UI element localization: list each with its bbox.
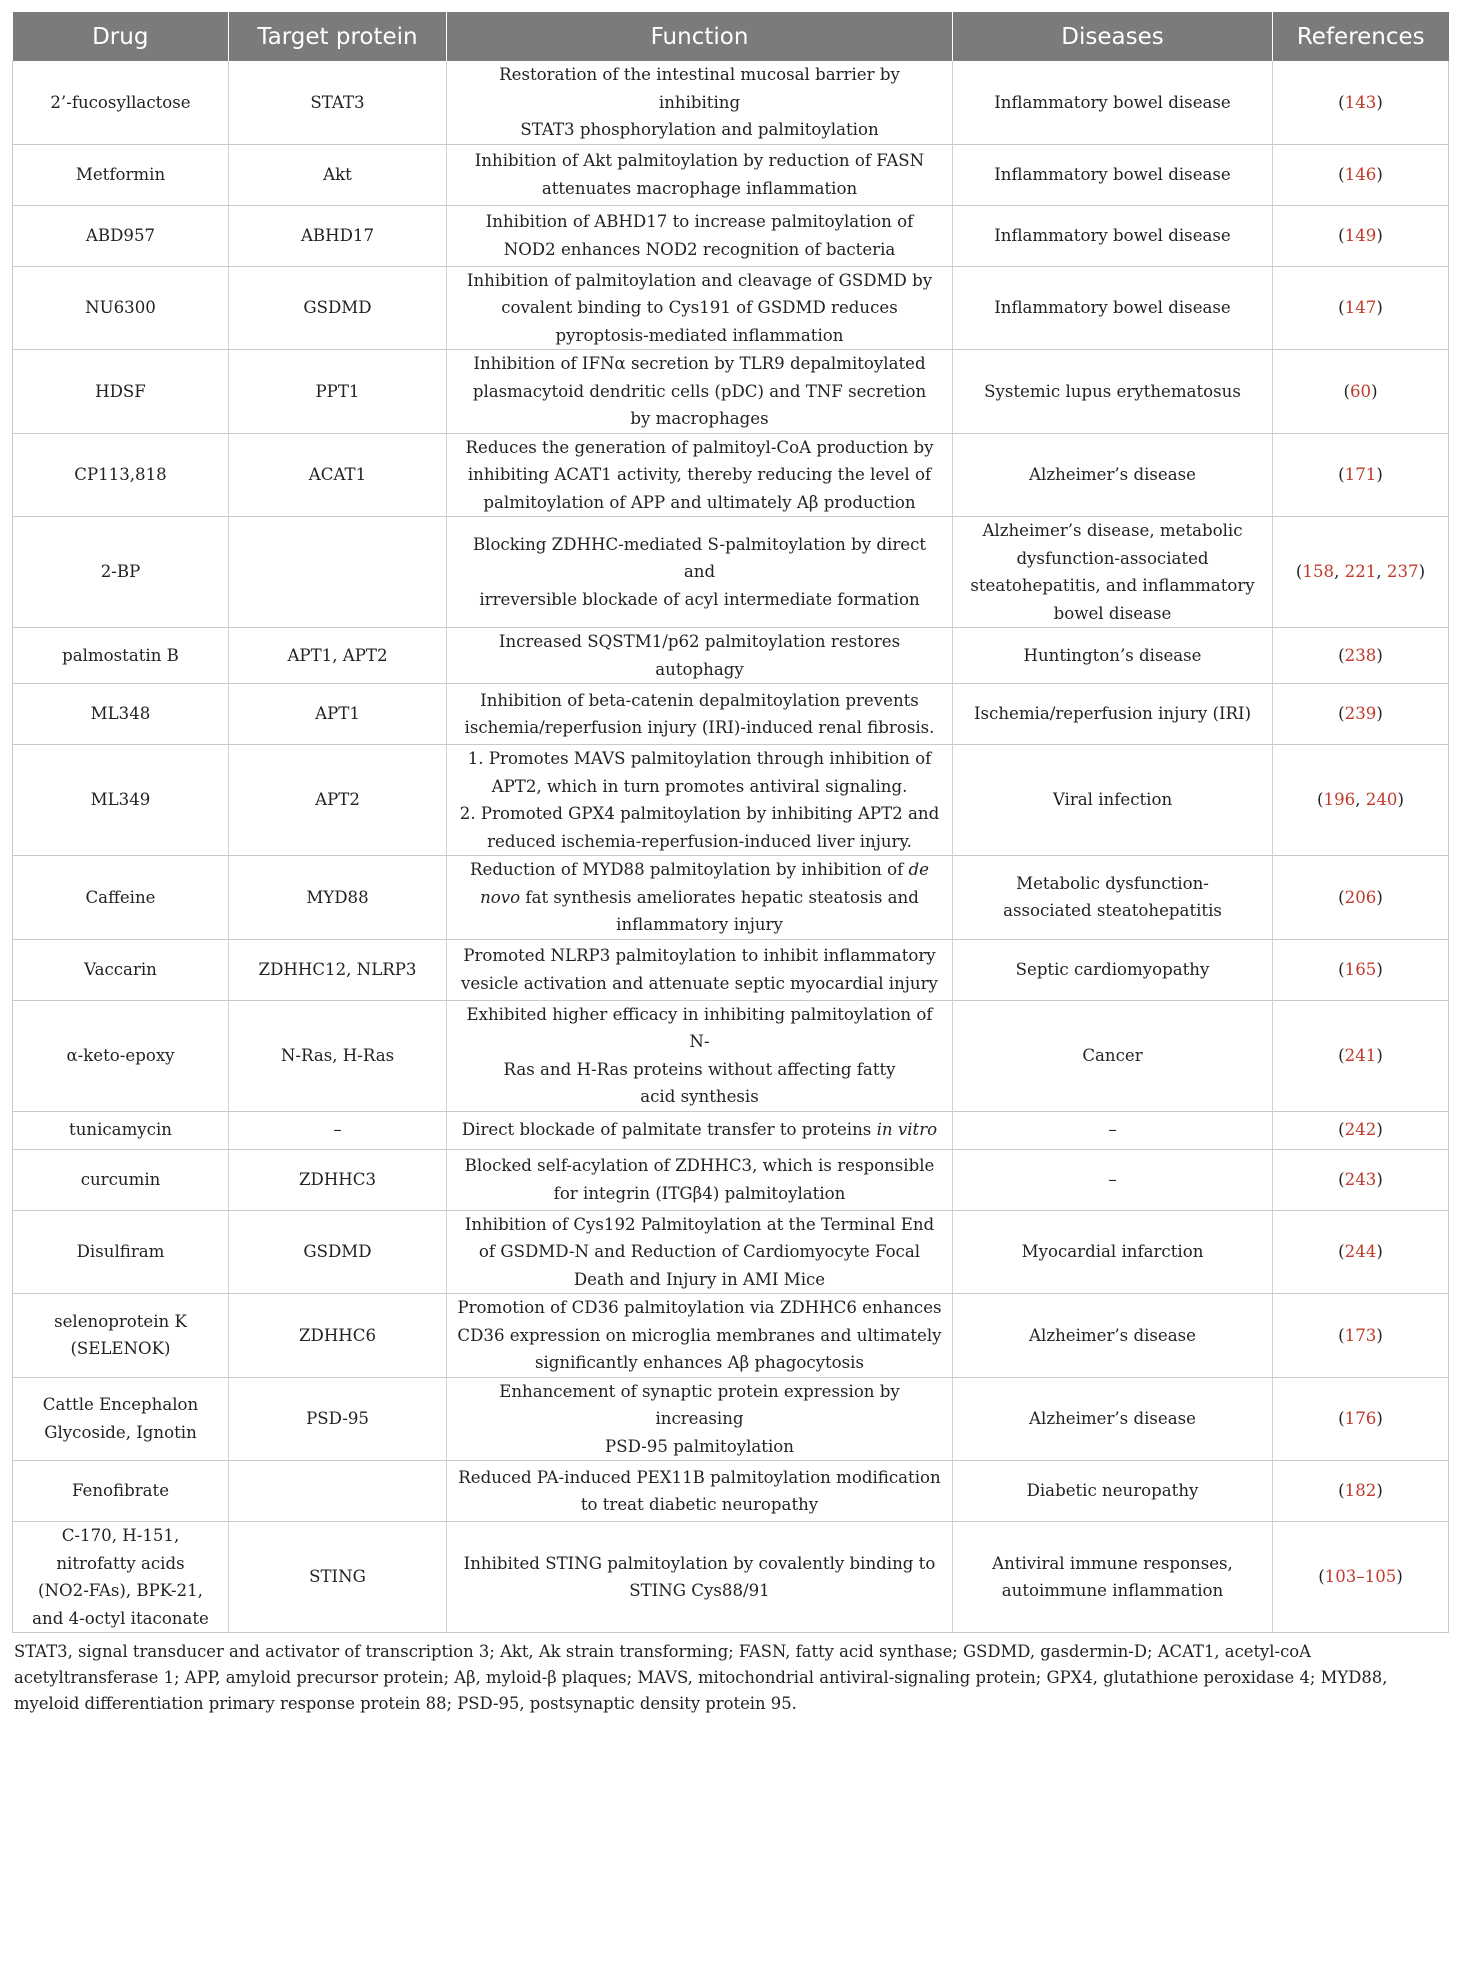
cell-line: Fenofibrate <box>71 1481 170 1501</box>
cell-drug <box>13 433 229 517</box>
cell-line: PPT1 <box>315 381 360 401</box>
reference-link[interactable]: 244 <box>1344 1242 1377 1261</box>
cell-line: Inflammatory bowel disease <box>994 298 1231 317</box>
header-diseases: Diseases <box>953 12 1273 61</box>
cell-line: STING Cys88/91 <box>629 1581 770 1600</box>
cell-line: – <box>1108 1120 1117 1140</box>
cell-line: Vaccarin <box>84 959 157 979</box>
cell-diseases <box>953 1461 1273 1522</box>
cell-references: (165) <box>1273 939 1449 1000</box>
cell-diseases <box>953 1377 1273 1461</box>
header-function: Function <box>447 12 953 61</box>
cell-line: Death and Injury in AMI Mice <box>573 1269 826 1289</box>
cell-references: (206) <box>1273 856 1449 940</box>
cell-line: significantly enhances Aβ phagocytosis <box>534 1353 864 1372</box>
cell-references: (242) <box>1273 1111 1449 1149</box>
cell-line: by macrophages <box>630 409 769 428</box>
cell-function <box>447 517 953 628</box>
cell-line: APT1, APT2 <box>287 645 388 665</box>
cell-line: Ischemia/reperfusion injury (IRI) <box>973 704 1252 724</box>
cell-references: (238) <box>1273 628 1449 684</box>
cell-target-protein <box>229 205 447 266</box>
cell-line: Inflammatory bowel disease <box>994 225 1231 245</box>
cell-target-protein <box>229 61 447 144</box>
cell-function <box>447 1294 953 1378</box>
header-target-protein: Target protein <box>229 12 447 61</box>
cell-line: NU6300 <box>85 298 156 317</box>
cell-references: (60) <box>1273 350 1449 434</box>
cell-function <box>447 684 953 745</box>
table-row <box>13 1000 1449 1111</box>
table-row <box>13 939 1449 1000</box>
cell-line: ACAT1 <box>308 465 367 484</box>
cell-line: HDSF <box>95 381 146 401</box>
cell-function <box>447 1461 953 1522</box>
cell-line: Inhibition of ABHD17 to increase palmitoylation of <box>485 212 914 231</box>
cell-target-protein <box>229 1522 447 1633</box>
cell-line: tunicamycin <box>69 1120 172 1140</box>
reference-link[interactable]: 241 <box>1344 1045 1377 1065</box>
table-row <box>13 61 1449 144</box>
cell-line: PSD-95 palmitoylation <box>605 1436 794 1456</box>
cell-line: ZDHHC6 <box>298 1325 377 1345</box>
cell-line: (NO2-FAs), BPK-21, <box>38 1581 203 1600</box>
cell-line: Inflammatory bowel disease <box>994 164 1231 184</box>
cell-line: and 4-octyl itaconate <box>32 1608 209 1628</box>
cell-target-protein <box>229 517 447 628</box>
cell-function <box>447 433 953 517</box>
cell-target-protein <box>229 856 447 940</box>
cell-line: ML348 <box>90 704 151 724</box>
cell-line: covalent binding to Cys191 of GSDMD reduces <box>501 298 898 317</box>
cell-line: vesicle activation and attenuate septic myocardial injury <box>461 973 938 993</box>
cell-line: Restoration of the intestinal mucosal barrier by inhibiting <box>499 65 900 112</box>
cell-diseases <box>953 433 1273 517</box>
table-row <box>13 745 1449 856</box>
cell-line: Promoted NLRP3 palmitoylation to inhibit inflammatory <box>463 946 936 965</box>
reference-link[interactable]: 147 <box>1344 298 1377 317</box>
reference-link[interactable]: 221 <box>1344 562 1377 582</box>
cell-target-protein <box>229 1294 447 1378</box>
cell-references: (176) <box>1273 1377 1449 1461</box>
cell-diseases <box>953 350 1273 434</box>
cell-line: novo fat synthesis ameliorates hepatic steatosis and <box>480 887 919 907</box>
cell-target-protein <box>229 266 447 350</box>
cell-function <box>447 939 953 1000</box>
cell-references: (143) <box>1273 61 1449 144</box>
cell-function <box>447 1149 953 1210</box>
cell-references: (149) <box>1273 205 1449 266</box>
cell-line: Enhancement of synaptic protein expression by increasing <box>499 1381 900 1428</box>
cell-diseases <box>953 745 1273 856</box>
table-header <box>13 12 1449 61</box>
cell-function <box>447 856 953 940</box>
cell-line: 2’-fucosyllactose <box>50 92 191 112</box>
cell-drug <box>13 1294 229 1378</box>
cell-line: PSD-95 <box>306 1409 369 1428</box>
cell-target-protein <box>229 350 447 434</box>
cell-line: Disulfiram <box>76 1242 165 1261</box>
cell-function <box>447 350 953 434</box>
cell-function <box>447 1377 953 1461</box>
cell-line: ML349 <box>90 790 151 810</box>
cell-drug <box>13 1149 229 1210</box>
header-drug: Drug <box>13 12 229 61</box>
cell-line: APT1 <box>315 704 360 724</box>
cell-line: Blocking ZDHHC-mediated S-palmitoylation by direct and <box>472 534 927 582</box>
reference-link[interactable]: 206 <box>1344 887 1377 907</box>
table-footnote: STAT3, signal transducer and activator of transcription 3; Akt, Ak strain transforming; FASN, fatty acid synthase; GSDMD, gasdermin-D; ACAT1, acetyl-coA acetyltransferase 1; APP, amyloid precursor protein; Aβ, myloid-β plaques; MAVS, mitochondrial antiviral-signaling protein; GPX4, glutathione peroxidase 4; MYD88, myeloid differentiation primary response protein 88; PSD-95, postsynaptic density protein 95. <box>14 1642 1388 1713</box>
cell-line: Cattle Encephalon <box>42 1395 199 1415</box>
cell-line: Inhibition of beta-catenin depalmitoylation prevents <box>480 690 919 710</box>
cell-line: acid synthesis <box>640 1087 759 1106</box>
cell-diseases <box>953 517 1273 628</box>
cell-line: attenuates macrophage inflammation <box>541 178 858 198</box>
cell-drug <box>13 266 229 350</box>
reference-link[interactable]: 239 <box>1344 704 1377 724</box>
table-row <box>13 350 1449 434</box>
cell-line: Blocked self-acylation of ZDHHC3, which is responsible <box>464 1156 935 1175</box>
cell-line: Glycoside, Ignotin <box>44 1422 197 1442</box>
cell-drug <box>13 1111 229 1149</box>
reference-link[interactable]: 242 <box>1344 1120 1377 1140</box>
table-row <box>13 1377 1449 1461</box>
cell-target-protein <box>229 939 447 1000</box>
cell-target-protein <box>229 433 447 517</box>
cell-target-protein <box>229 1000 447 1111</box>
cell-references: (146) <box>1273 144 1449 205</box>
cell-line: 2. Promoted GPX4 palmitoylation by inhibiting APT2 and <box>459 804 940 823</box>
cell-function <box>447 1111 953 1149</box>
cell-line: dysfunction-associated <box>1016 548 1209 568</box>
cell-line: bowel disease <box>1053 603 1172 623</box>
cell-line: STAT3 <box>310 92 365 112</box>
cell-drug <box>13 1210 229 1294</box>
cell-line: palmostatin B <box>62 645 179 665</box>
cell-line: associated steatohepatitis <box>1003 901 1222 921</box>
table-row <box>13 628 1449 684</box>
cell-diseases <box>953 856 1273 940</box>
cell-diseases <box>953 144 1273 205</box>
reference-link[interactable]: 196 <box>1323 790 1356 810</box>
reference-link[interactable]: 171 <box>1344 465 1377 484</box>
table-row <box>13 1149 1449 1210</box>
header-references: References <box>1273 12 1449 61</box>
table-row <box>13 266 1449 350</box>
table-row <box>13 433 1449 517</box>
cell-line: – <box>1108 1169 1117 1189</box>
drug-table <box>12 12 1449 1633</box>
cell-function <box>447 61 953 144</box>
cell-line: Cancer <box>1082 1045 1143 1065</box>
cell-line: Inhibition of palmitoylation and cleavage of GSDMD by <box>466 270 933 290</box>
cell-line: Ras and H-Ras proteins without affecting fatty <box>503 1059 896 1079</box>
cell-line: ABHD17 <box>300 225 375 245</box>
reference-link[interactable]: 173 <box>1344 1325 1377 1345</box>
cell-line: for integrin (ITGβ4) palmitoylation <box>553 1183 846 1203</box>
reference-link[interactable]: 146 <box>1344 164 1377 184</box>
cell-line: reduced ischemia-reperfusion-induced liver injury. <box>487 831 912 851</box>
cell-drug <box>13 350 229 434</box>
cell-line: Inflammatory bowel disease <box>994 92 1231 112</box>
cell-line: Antiviral immune responses, <box>992 1553 1233 1573</box>
cell-line: APT2, which in turn promotes antiviral signaling. <box>491 776 908 796</box>
cell-line: Viral infection <box>1052 790 1173 810</box>
cell-line: C-170, H-151, <box>61 1526 180 1545</box>
cell-line: Inhibition of Akt palmitoylation by reduction of FASN <box>474 151 925 170</box>
cell-line: pyroptosis-mediated inflammation <box>555 325 844 345</box>
cell-target-protein <box>229 1461 447 1522</box>
cell-references: (147) <box>1273 266 1449 350</box>
cell-line: Reduction of MYD88 palmitoylation by inhibition of de <box>470 860 929 879</box>
table-row <box>13 144 1449 205</box>
table-row <box>13 517 1449 628</box>
cell-line: (SELENOK) <box>70 1339 171 1359</box>
cell-line: palmitoylation of APP and ultimately Aβ production <box>483 492 916 512</box>
cell-line: 2-BP <box>100 562 141 582</box>
cell-line: APT2 <box>315 790 360 810</box>
cell-target-protein <box>229 745 447 856</box>
cell-line: STING <box>309 1567 366 1587</box>
cell-diseases <box>953 1210 1273 1294</box>
cell-line: to treat diabetic neuropathy <box>580 1495 819 1514</box>
table-row <box>13 1461 1449 1522</box>
reference-link[interactable]: 243 <box>1344 1169 1377 1189</box>
cell-drug <box>13 628 229 684</box>
cell-function <box>447 628 953 684</box>
cell-line: irreversible blockade of acyl intermediate formation <box>479 589 920 609</box>
cell-line: plasmacytoid dendritic cells (pDC) and TNF secretion <box>472 381 927 401</box>
cell-function <box>447 1210 953 1294</box>
cell-line: ischemia/reperfusion injury (IRI)-induced renal fibrosis. <box>464 718 935 737</box>
cell-line: ZDHHC12, NLRP3 <box>258 959 417 979</box>
cell-drug <box>13 1522 229 1633</box>
cell-line: GSDMD <box>303 298 372 317</box>
cell-line: Reduced PA-induced PEX11B palmitoylation modification <box>458 1467 941 1487</box>
table-row <box>13 1294 1449 1378</box>
cell-function <box>447 745 953 856</box>
cell-diseases <box>953 1000 1273 1111</box>
cell-line: Metabolic dysfunction- <box>1016 873 1209 893</box>
cell-drug <box>13 939 229 1000</box>
cell-line: ZDHHC3 <box>298 1169 377 1189</box>
cell-references: (173) <box>1273 1294 1449 1378</box>
cell-line: of GSDMD-N and Reduction of Cardiomyocyte Focal <box>478 1242 921 1261</box>
reference-link[interactable]: 158 <box>1302 562 1335 582</box>
reference-link[interactable]: 103–105 <box>1324 1567 1397 1587</box>
cell-function <box>447 205 953 266</box>
cell-function <box>447 144 953 205</box>
cell-target-protein <box>229 1111 447 1149</box>
cell-diseases <box>953 1294 1273 1378</box>
cell-line: Direct blockade of palmitate transfer to proteins in vitro <box>461 1120 938 1140</box>
cell-target-protein <box>229 684 447 745</box>
reference-link[interactable]: 165 <box>1344 959 1377 979</box>
cell-references: (103–105) <box>1273 1522 1449 1633</box>
cell-line: Septic cardiomyopathy <box>1015 959 1210 979</box>
reference-link[interactable]: 149 <box>1344 225 1377 245</box>
cell-drug <box>13 61 229 144</box>
cell-line: 1. Promotes MAVS palmitoylation through inhibition of <box>467 749 932 768</box>
cell-target-protein <box>229 628 447 684</box>
cell-line: Metformin <box>75 164 166 184</box>
table-row <box>13 205 1449 266</box>
cell-line: Alzheimer’s disease <box>1029 1325 1196 1345</box>
cell-line: Alzheimer’s disease <box>1029 1409 1196 1428</box>
cell-line: Diabetic neuropathy <box>1026 1481 1199 1501</box>
cell-diseases <box>953 684 1273 745</box>
cell-line: α-keto-epoxy <box>66 1045 175 1065</box>
table-row <box>13 1111 1449 1149</box>
cell-target-protein <box>229 1210 447 1294</box>
cell-line: Myocardial infarction <box>1021 1242 1204 1261</box>
table-body <box>13 61 1449 1633</box>
cell-line: nitrofatty acids <box>56 1553 185 1573</box>
cell-drug <box>13 1461 229 1522</box>
cell-function <box>447 1000 953 1111</box>
cell-line: Increased SQSTM1/p62 palmitoylation restores autophagy <box>498 632 901 679</box>
cell-line: inflammatory injury <box>616 915 783 934</box>
cell-line: ABD957 <box>85 225 156 245</box>
cell-drug <box>13 745 229 856</box>
cell-diseases <box>953 939 1273 1000</box>
table-row <box>13 1522 1449 1633</box>
cell-drug <box>13 684 229 745</box>
cell-line: Inhibition of IFNα secretion by TLR9 depalmitoylated <box>473 354 926 373</box>
cell-target-protein <box>229 144 447 205</box>
cell-drug <box>13 144 229 205</box>
cell-line: Reduces the generation of palmitoyl-CoA production by <box>465 437 934 457</box>
cell-diseases <box>953 1111 1273 1149</box>
table-row <box>13 856 1449 940</box>
cell-diseases <box>953 266 1273 350</box>
cell-diseases <box>953 628 1273 684</box>
cell-diseases <box>953 205 1273 266</box>
cell-references: (171) <box>1273 433 1449 517</box>
cell-line: curcumin <box>80 1169 161 1189</box>
cell-line: Systemic lupus erythematosus <box>984 381 1241 401</box>
cell-diseases <box>953 61 1273 144</box>
cell-function <box>447 1522 953 1633</box>
reference-link[interactable]: 176 <box>1344 1409 1377 1428</box>
reference-link[interactable]: 60 <box>1349 381 1372 401</box>
cell-diseases <box>953 1149 1273 1210</box>
cell-line: GSDMD <box>303 1242 372 1261</box>
cell-function <box>447 266 953 350</box>
cell-line: Alzheimer’s disease <box>1029 465 1196 484</box>
cell-line: autoimmune inflammation <box>1001 1581 1224 1600</box>
cell-line: Inhibited STING palmitoylation by covalently binding to <box>463 1553 936 1573</box>
cell-line: CP113,818 <box>74 465 167 484</box>
cell-line: Exhibited higher efficacy in inhibiting palmitoylation of N- <box>466 1004 933 1051</box>
table-row <box>13 1210 1449 1294</box>
cell-target-protein <box>229 1377 447 1461</box>
reference-link[interactable]: 143 <box>1344 92 1377 112</box>
table-row <box>13 684 1449 745</box>
cell-line: Huntington’s disease <box>1023 645 1202 665</box>
cell-drug <box>13 1377 229 1461</box>
cell-references: (241) <box>1273 1000 1449 1111</box>
cell-line: Alzheimer’s disease, metabolic <box>982 521 1243 540</box>
table-container <box>12 12 1448 1717</box>
cell-drug <box>13 517 229 628</box>
cell-line: Promotion of CD36 palmitoylation via ZDHHC6 enhances <box>457 1298 942 1317</box>
cell-references: (239) <box>1273 684 1449 745</box>
cell-line: steatohepatitis, and inflammatory <box>970 576 1255 595</box>
reference-link[interactable]: 237 <box>1386 562 1419 582</box>
cell-references: (196, 240) <box>1273 745 1449 856</box>
cell-line: Akt <box>323 164 352 184</box>
cell-drug <box>13 205 229 266</box>
cell-references: (182) <box>1273 1461 1449 1522</box>
cell-line: NOD2 enhances NOD2 recognition of bacteria <box>503 239 896 259</box>
cell-diseases <box>953 1522 1273 1633</box>
cell-references: (243) <box>1273 1149 1449 1210</box>
cell-line: selenoprotein K <box>54 1311 187 1331</box>
reference-link[interactable]: 240 <box>1365 790 1398 810</box>
cell-line: inhibiting ACAT1 activity, thereby reducing the level of <box>467 465 932 484</box>
cell-line: N-Ras, H-Ras <box>280 1045 395 1065</box>
cell-line: – <box>333 1120 342 1140</box>
cell-line: CD36 expression on microglia membranes and ultimately <box>457 1325 942 1345</box>
reference-link[interactable]: 238 <box>1344 645 1377 665</box>
header-row <box>13 12 1449 61</box>
cell-drug <box>13 856 229 940</box>
cell-line: Inhibition of Cys192 Palmitoylation at the Terminal End <box>464 1214 935 1234</box>
cell-line: STAT3 phosphorylation and palmitoylation <box>520 120 879 139</box>
cell-references: (158, 221, 237) <box>1273 517 1449 628</box>
cell-references: (244) <box>1273 1210 1449 1294</box>
cell-line: MYD88 <box>306 887 369 907</box>
cell-target-protein <box>229 1149 447 1210</box>
cell-drug <box>13 1000 229 1111</box>
cell-line: Caffeine <box>85 887 156 907</box>
reference-link[interactable]: 182 <box>1344 1481 1377 1501</box>
